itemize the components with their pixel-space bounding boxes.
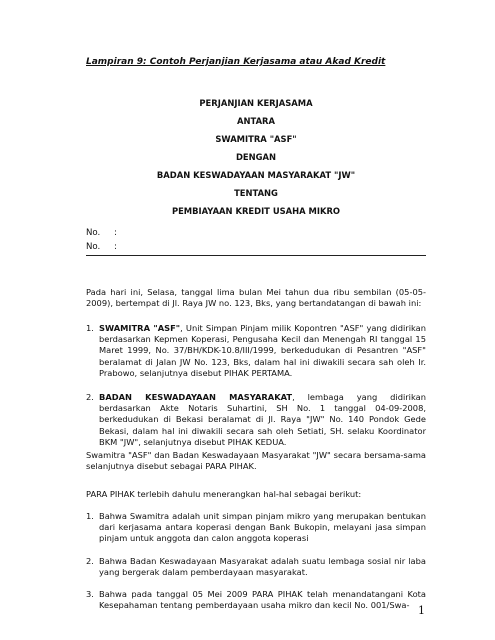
recital-intro: PARA PIHAK terlebih dahulu menerangkan hal-hal sebagai berikut: <box>86 489 362 499</box>
number-label: No. <box>86 228 101 238</box>
number-line <box>86 228 117 238</box>
recital-number: 1. <box>86 511 94 521</box>
party-number: 2. <box>86 392 94 402</box>
recital-item <box>86 511 426 545</box>
title-line: PERJANJIAN KERJASAMA <box>199 98 313 108</box>
recital-item <box>86 556 426 578</box>
party-number: 1. <box>86 323 94 333</box>
title-line: ANTARA <box>237 116 275 126</box>
recital-item <box>86 589 426 611</box>
recital-text: Bahwa Badan Keswadayaan Masyarakat adalah suatu lembaga sosial nir laba yang bergerak dalam pemberdayaan masyarakat. <box>99 556 426 578</box>
number-label: No. <box>86 242 101 252</box>
title-line: TENTANG <box>234 188 278 198</box>
party-text: , lembaga yang didirikan berdasarkan Akte Notaris Suhartini, SH No. 1 tanggal 04-09-2008, berkedudukan di Bekasi beralamat di Jl. Raya "JW" No. 140 Pondok Gede Bekasi, dalam hal ini diwakili secara sah oleh Setiati, SH. selaku Koordinator BKM "JW", selanjutnya disebut PIHAK KEDUA. <box>99 392 426 447</box>
recital-number: 3. <box>86 589 94 599</box>
recital-number: 2. <box>86 556 94 566</box>
title-line: DENGAN <box>235 152 277 162</box>
party-name: BADAN KESWADAYAAN MASYARAKAT <box>99 392 293 402</box>
party-item <box>86 323 426 379</box>
horizontal-rule <box>86 255 426 256</box>
title-line: SWAMITRA "ASF" <box>215 134 297 144</box>
number-colon: : <box>114 228 117 238</box>
annex-title: Lampiran 9: Contoh Perjanjian Kerjasama atau Akad Kredit <box>86 57 386 67</box>
recital-text: Bahwa Swamitra adalah unit simpan pinjam mikro yang merupakan bentukan dari kerjasama antara koperasi dengan Bank Bukopin, melayani jasa simpan pinjam untuk anggota dan calon anggota koperasi <box>99 511 426 544</box>
title-line: PEMBIAYAAN KREDIT USAHA MIKRO <box>171 206 341 216</box>
number-line <box>86 242 117 252</box>
page-number: 1 <box>418 604 425 617</box>
number-colon: : <box>114 242 117 252</box>
party-text: , Unit Simpan Pinjam milik Kopontren "ASF" yang didirikan berdasarkan Kepmen Koperasi, Pengusaha Kecil dan Menengah RI tanggal 15 Maret 1999, No. 37/BH/KDK-10.8/III/1999, berkedudukan di Pesantren "ASF" beralamat di Jalan JW No. 123, Bks, dalam hal ini diwakili secara sah oleh Ir. Prabowo, selanjutnya disebut PIHAK PERTAMA. <box>99 323 427 378</box>
party-item <box>86 392 426 448</box>
party-name: SWAMITRA "ASF" <box>99 323 181 333</box>
parties-summary: Swamitra "ASF" dan Badan Keswadayaan Masyarakat "JW" secara bersama-sama selanjutnya disebut sebagai PARA PIHAK. <box>86 450 426 472</box>
title-line: BADAN KESWADAYAAN MASYARAKAT "JW" <box>156 170 356 180</box>
recital-text: Bahwa pada tanggal 05 Mei 2009 PARA PIHAK telah menandatangani Kota Kesepahaman tentang pemberdayaan usaha mikro dan kecil No. 001/Swa- <box>99 589 426 611</box>
opening-paragraph: Pada hari ini, Selasa, tanggal lima bulan Mei tahun dua ribu sembilan (05-05-2009), bertempat di Jl. Raya JW no. 123, Bks, yang bertandatangan di bawah ini: <box>86 287 426 309</box>
